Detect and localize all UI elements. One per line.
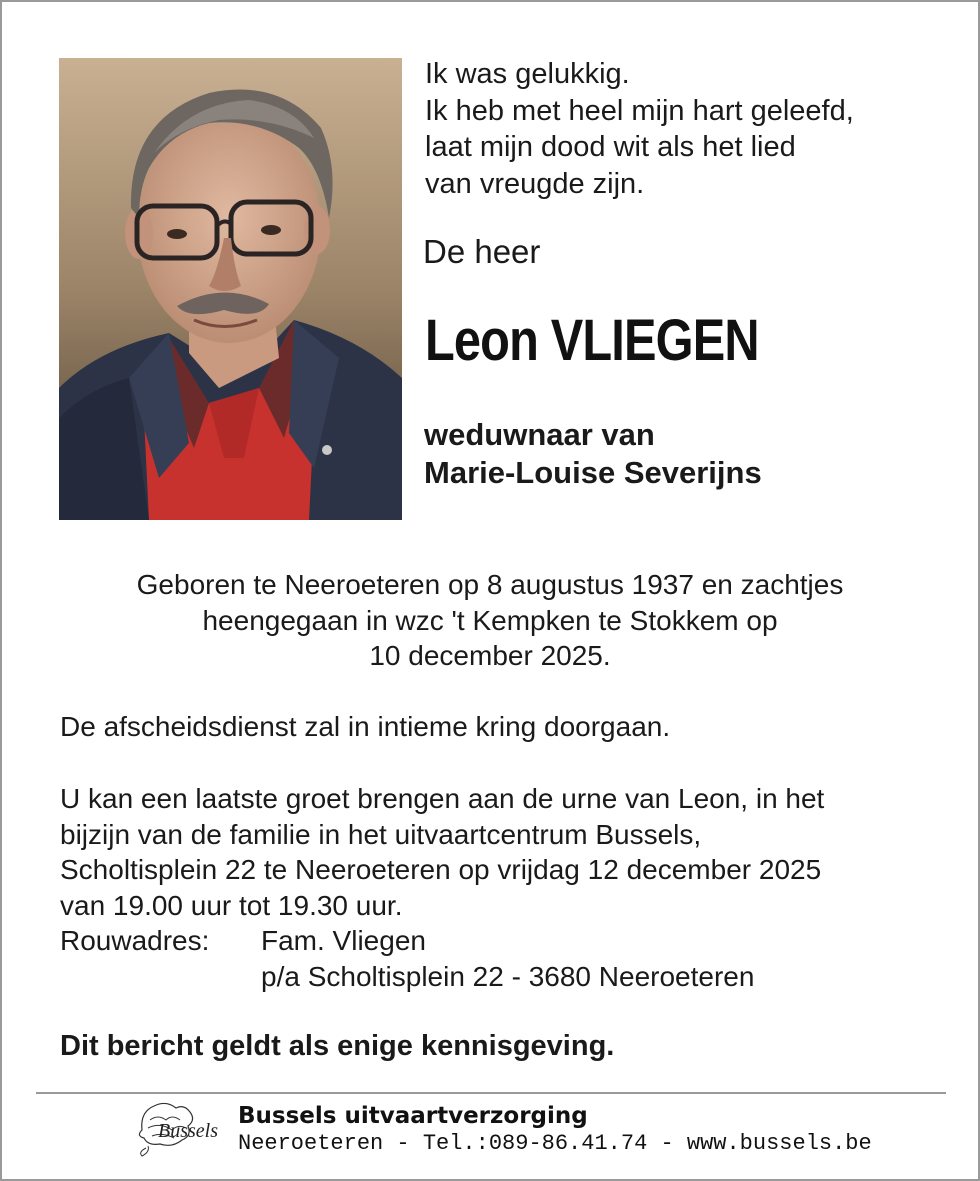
visit-paragraph — [60, 781, 824, 923]
paragraph-line: Geboren te Neeroeteren op 8 augustus 1937 en zachtjes — [136, 569, 844, 600]
paragraph-line: U kan een laatste groet brengen aan de urne van Leon, in het — [60, 783, 825, 814]
portrait-photo — [59, 58, 402, 520]
logo-text: Bussels — [158, 1120, 218, 1142]
paragraph-line: van 19.00 uur tot 19.30 uur. — [60, 889, 403, 921]
paragraph-line: bijzijn van de familie in het uitvaartcentrum Bussels, — [60, 818, 702, 850]
address-line: p/a Scholtisplein 22 - 3680 Neeroeteren — [261, 960, 755, 992]
portrait-illustration — [59, 58, 402, 520]
birth-death-paragraph — [2, 567, 978, 674]
poem-line: Ik was gelukkig. — [425, 58, 630, 90]
poem-line: Ik heb met heel mijn hart geleefd, — [425, 94, 854, 127]
poem-line: laat mijn dood wit als het lied — [425, 131, 796, 163]
paragraph-line: heengegaan in wzc 't Kempken te Stokkem op — [202, 604, 778, 636]
relation-label: weduwnaar van — [424, 417, 655, 452]
service-text: De afscheidsdienst zal in intieme kring doorgaan. — [60, 711, 671, 742]
poem-line: van vreugde zijn. — [425, 167, 645, 200]
spouse-block — [424, 416, 762, 492]
deceased-name: Leon VLIEGEN — [425, 308, 759, 373]
paragraph-line: Scholtisplein 22 te Neeroeteren op vrijdag 12 december 2025 — [60, 854, 822, 885]
footer-divider — [36, 1092, 946, 1094]
mourning-address — [261, 923, 754, 994]
spouse-name: Marie-Louise Severijns — [424, 455, 762, 490]
paragraph-line: 10 december 2025. — [369, 640, 611, 671]
funeral-home-logo — [132, 1100, 224, 1158]
address-line: Fam. Vliegen — [261, 925, 426, 956]
funeral-home-contact: Neeroeteren - Tel.:089-86.41.74 - www.bussels.be — [238, 1131, 872, 1156]
address-label: Rouwadres: — [60, 925, 210, 956]
notice-statement: Dit bericht geldt als enige kennisgeving. — [60, 1030, 615, 1062]
funeral-home-name: Bussels uitvaartverzorging — [238, 1103, 588, 1129]
poem — [425, 56, 854, 202]
honorific: De heer — [423, 233, 541, 270]
